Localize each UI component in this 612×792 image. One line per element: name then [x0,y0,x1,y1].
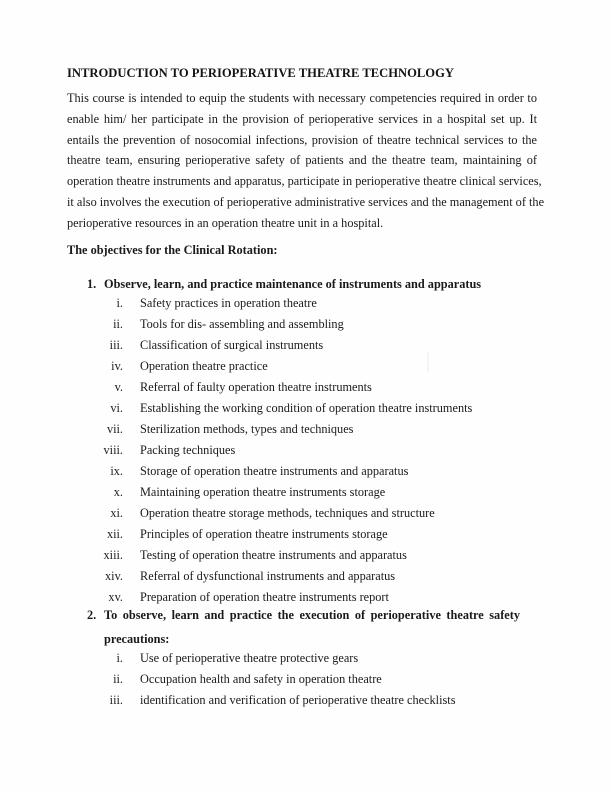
document-title: INTRODUCTION TO PERIOPERATIVE THEATRE TECHNOLOGY [67,66,454,80]
section-heading-text: precautions: [104,632,170,646]
roman-numeral: xiii. [103,548,123,562]
roman-numeral: i. [116,651,123,665]
scan-artifact [427,352,429,372]
section-number: 2. [87,608,97,622]
intro-line: it also involves the execution of perioperative administrative services and the management of the [67,194,545,209]
list-item [87,545,537,566]
list-item-text: identification and verification of perioperative theatre checklists [140,693,456,707]
list-item [87,524,537,545]
intro-line: entails the prevention of nosocomial infections, provision of theatre technical services to the [67,132,537,147]
list-item-text: Maintaining operation theatre instruments storage [140,485,386,499]
list-item-text: Storage of operation theatre instruments and apparatus [140,464,409,478]
roman-numeral: viii. [103,443,123,457]
list-item-text: Referral of dysfunctional instruments and apparatus [140,569,396,583]
roman-numeral: ii. [113,317,123,331]
list-item [87,648,537,669]
intro-paragraph [67,88,545,234]
list-item-text: Establishing the working condition of operation theatre instruments [140,401,473,415]
list-item [87,690,537,711]
roman-numeral: ii. [113,672,123,686]
list-item [87,314,537,335]
roman-numeral: vii. [106,422,123,436]
list-item [87,419,537,440]
list-item-text: Packing techniques [140,443,236,457]
roman-numeral: vi. [110,401,123,415]
list-item [87,335,537,356]
roman-numeral: iii. [109,338,123,352]
roman-numeral: ix. [110,464,123,478]
section-heading-text: To observe, learn and practice the execution of perioperative theatre safety [104,608,520,622]
list-item [87,377,537,398]
list-item-text: Preparation of operation theatre instruments report [140,590,389,604]
section-heading [87,603,537,651]
list-item-text: Classification of surgical instruments [140,338,324,352]
objectives-heading: The objectives for the Clinical Rotation: [67,243,278,257]
list-item [87,398,537,419]
list-item [87,566,537,587]
list-item [87,503,537,524]
list-item-text: Principles of operation theatre instruments storage [140,527,388,541]
list-item-text: Testing of operation theatre instruments and apparatus [140,548,407,562]
section-number: 1. [87,277,97,291]
list-item [87,669,537,690]
roman-numeral: v. [114,380,123,394]
intro-line: perioperative resources in an operation theatre unit in a hospital. [67,215,384,230]
section-heading-text: Observe, learn, and practice maintenance of instruments and apparatus [104,277,482,291]
intro-line: enable him/ her participate in the provision of perioperative services in a hospital set up. It [67,111,537,126]
list-item-text: Tools for dis- assembling and assembling [140,317,344,331]
roman-numeral: x. [113,485,123,499]
roman-numeral: xv. [108,590,123,604]
list-item-text: Use of perioperative theatre protective gears [140,651,359,665]
list-item-text: Operation theatre storage methods, techniques and structure [140,506,435,520]
list-item [87,461,537,482]
roman-numeral: i. [116,296,123,310]
objective-list [87,648,537,711]
list-item [87,356,537,377]
roman-numeral: xiv. [105,569,123,583]
roman-numeral: xii. [106,527,123,541]
intro-line: This course is intended to equip the students with necessary competencies required in order to [67,91,537,105]
roman-numeral: iv. [111,359,123,373]
list-item-text: Safety practices in operation theatre [140,296,317,310]
list-item [87,440,537,461]
intro-line: operation theatre instruments and apparatus, participate in perioperative theatre clinical services, [67,174,542,189]
list-item [87,482,537,503]
list-item-text: Operation theatre practice [140,359,268,373]
roman-numeral: iii. [109,693,123,707]
roman-numeral: xi. [110,506,123,520]
intro-line: theatre team, ensuring perioperative safety of patients and the theatre team, maintaining of [67,153,537,168]
list-item-text: Referral of faulty operation theatre instruments [140,380,372,394]
list-item-text: Occupation health and safety in operation theatre [140,672,382,686]
list-item [87,293,537,314]
list-item-text: Sterilization methods, types and techniques [140,422,354,436]
objective-list [87,293,537,608]
